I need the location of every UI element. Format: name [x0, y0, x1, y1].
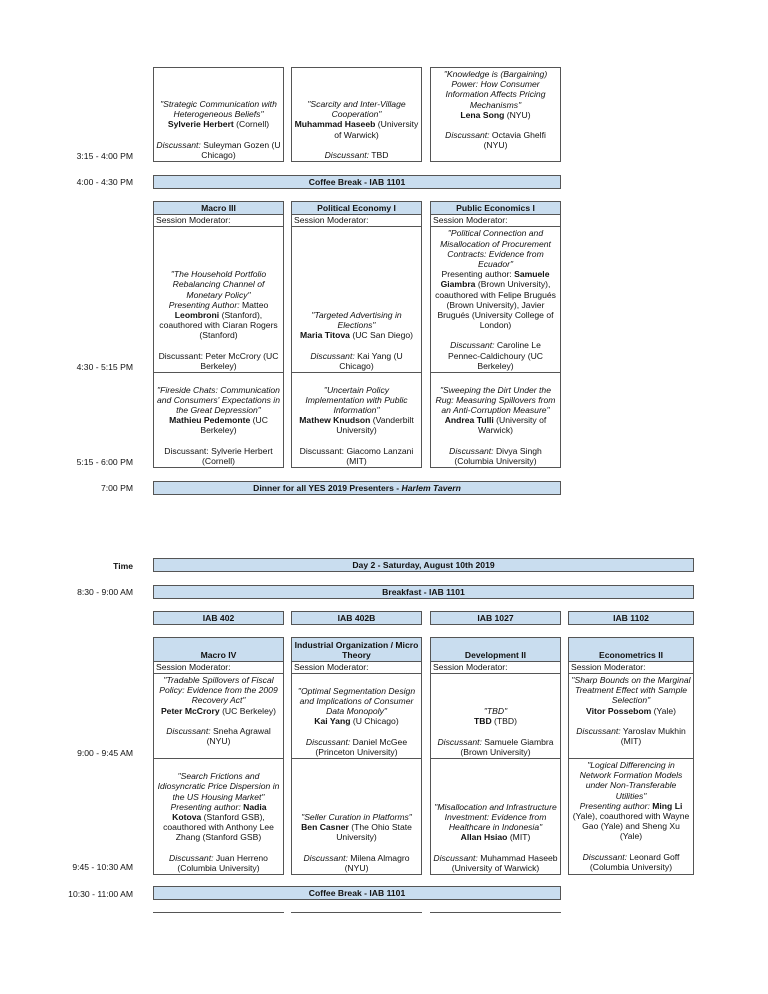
talk-title: "Scarcity and Inter-Village Cooperation": [307, 98, 406, 120]
time-label: 3:15 - 4:00 PM: [76, 151, 133, 161]
talk-cell: [430, 758, 561, 875]
discussant-name: Yaroslav Mukhin (MIT): [620, 725, 686, 747]
session-header: Public Economics I: [430, 201, 561, 215]
talk-title: "Sweeping the Dirt Under the Rug: Measuring Spillovers from an Anti-Corruption Measure": [435, 384, 556, 415]
talk-cell: [291, 67, 422, 162]
presenter-name: Ming Li: [652, 800, 683, 811]
talk-cell: [430, 226, 561, 373]
time-label: 7:00 PM: [100, 483, 133, 493]
time-label: 8:30 - 9:00 AM: [77, 587, 133, 597]
presenter-name: Maria Titova: [299, 330, 350, 341]
presenter-name: Lena Song: [460, 109, 505, 120]
divider: [153, 912, 284, 913]
time-column-header: Time: [113, 561, 133, 571]
dinner-bar: [153, 481, 561, 495]
presenter-label: Presenting author:: [579, 800, 650, 811]
session-header: Development II: [430, 637, 561, 662]
session-moderator: Session Moderator:: [291, 214, 422, 227]
room-header: IAB 402: [153, 611, 284, 625]
presenter-affiliation: (Vanderbilt University): [336, 415, 414, 436]
presenter-affiliation: (The Ohio State University): [336, 822, 412, 843]
discussant-label: Discussant:: [303, 852, 348, 863]
discussant-name: Samuele Giambra (Brown University): [460, 736, 554, 757]
talk-title: "Uncertain Policy Implementation with Public Information": [305, 384, 408, 415]
divider: [291, 912, 422, 913]
presenter-affiliation: (NYU): [504, 109, 531, 120]
talk-title: "Targeted Advertising in Elections": [311, 309, 402, 331]
presenter-name: TBD: [474, 716, 492, 727]
discussant-label: Discussant:: [324, 149, 369, 160]
session-header: Political Economy I: [291, 201, 422, 215]
session-moderator: Session Moderator:: [153, 661, 284, 674]
presenter-name: Kai Yang: [314, 716, 351, 727]
discussant-name: Kai Yang (U Chicago): [339, 350, 403, 371]
presenter-name: Sylverie Herbert: [167, 119, 234, 130]
talk-cell: [568, 758, 694, 875]
talk-title: "Logical Differencing in Network Formation Models under Non-Transferable Utilities": [579, 760, 683, 801]
presenter-label: Presenting author:: [170, 801, 241, 812]
discussant-name: Juan Herreno (Columbia University): [177, 852, 268, 873]
session-moderator: Session Moderator:: [430, 214, 561, 227]
discussant-name: Peter McCrory (UC Berkeley): [200, 350, 279, 371]
session-moderator: Session Moderator:: [568, 661, 694, 674]
session-moderator: Session Moderator:: [291, 661, 422, 674]
talk-cell: [430, 372, 561, 468]
presenter-name: Leombroni: [174, 309, 220, 320]
discussant-name: Milena Almagro (NYU): [344, 852, 410, 873]
presenter-affiliation: (University of Warwick): [477, 415, 547, 436]
presenter-label: Presenting Author:: [168, 299, 240, 310]
presenter-affiliation: (Cornell): [233, 119, 270, 130]
talk-cell: [291, 372, 422, 468]
talk-cell: [153, 372, 284, 468]
discussant-name: Octavia Ghelfi (NYU): [483, 130, 546, 151]
discussant-label: Discussant:: [156, 139, 201, 150]
breakfast-bar: Breakfast - IAB 1101: [153, 585, 694, 599]
talk-cell: [153, 758, 284, 875]
presenter-affiliation: (UC Berkeley): [200, 415, 268, 436]
talk-title: "Optimal Segmentation Design and Implications of Consumer Data Monopoly": [297, 685, 416, 717]
time-label: 10:30 - 11:00 AM: [68, 889, 133, 899]
presenter-affiliation: (Yale): [651, 705, 676, 716]
day-title-bar: Day 2 - Saturday, August 10th 2019: [153, 558, 694, 572]
presenter-name: Peter McCrory: [160, 705, 220, 716]
presenter-name: Mathew Knudson: [299, 415, 371, 426]
time-label: 9:00 - 9:45 AM: [77, 748, 133, 758]
discussant-name: Sneha Agrawal (NYU): [206, 725, 271, 747]
discussant-label: Discussant:: [437, 736, 482, 747]
presenter-first-name: Matteo: [239, 299, 269, 310]
discussant-label: Discussant:: [310, 350, 355, 361]
discussant-name: Giacomo Lanzani (MIT): [344, 445, 414, 466]
talk-title: "Strategic Communication with Heterogeneous Beliefs": [160, 98, 277, 120]
presenter-name: Nadia Kotova: [172, 801, 267, 822]
talk-cell: [291, 226, 422, 373]
discussant-name: Suleyman Gozen (U Chicago): [200, 139, 281, 160]
discussant-label: Discussant:: [164, 445, 209, 456]
discussant-name: Daniel McGee (Princeton University): [315, 736, 408, 757]
talk-title: "The Household Portfolio Rebalancing Channel of Monetary Policy": [170, 269, 267, 300]
discussant-label: Discussant:: [576, 725, 621, 736]
discussant-name: Leonard Goff (Columbia University): [589, 851, 680, 872]
session-header: Econometrics II: [568, 637, 694, 662]
talk-title: "Seller Curation in Platforms": [301, 811, 412, 822]
talk-cell: [568, 673, 694, 759]
talk-cell: [291, 673, 422, 759]
presenter-affiliation: (TBD): [491, 716, 517, 727]
discussant-name: TBD: [369, 149, 389, 160]
presenter-name: Samuele Giambra: [440, 269, 550, 290]
talk-title: "Knowledge is (Bargaining) Power: How Consumer Information Affects Pricing Mechanisms": [443, 69, 548, 110]
presenter-affiliation: (Brown University), coauthored with Felipe Brugués (Brown University), Javier Brugués (University College of London): [435, 279, 556, 331]
talk-title: "Misallocation and Infrastructure Investment: Evidence from Healthcare in Indonesia": [434, 801, 557, 833]
talk-title: "Tradable Spillovers of Fiscal Policy: Evidence from the 2009 Recovery Act": [159, 675, 278, 706]
talk-title: "TBD": [483, 706, 508, 717]
discussant-label: Discussant:: [299, 445, 345, 456]
presenter-name: Muhammad Haseeb: [294, 119, 376, 130]
presenter-label: Presenting author:: [441, 269, 512, 280]
discussant-label: Discussant:: [433, 852, 478, 863]
session-header: Industrial Organization / Micro Theory: [291, 637, 422, 662]
presenter-affiliation: (University of Warwick): [334, 119, 419, 140]
discussant-label: Discussant:: [158, 350, 203, 361]
session-moderator: Session Moderator:: [153, 214, 284, 227]
time-label: 9:45 - 10:30 AM: [72, 862, 133, 872]
discussant-label: Discussant:: [449, 445, 494, 456]
discussant-label: Discussant:: [169, 852, 214, 863]
talk-title: "Fireside Chats: Communication and Consumers' Expectations in the Great Depression": [157, 384, 280, 415]
talk-cell: [153, 226, 284, 373]
presenter-affiliation: (Yale), coauthored with Wayne Gao (Yale) and Sheng Xu (Yale): [572, 811, 690, 842]
presenter-name: Mathieu Pedemonte: [169, 415, 251, 426]
talk-cell: [430, 673, 561, 759]
presenter-affiliation: (UC San Diego): [349, 330, 414, 341]
talk-cell: [153, 67, 284, 162]
talk-title: "Search Frictions and Idiosyncratic Price Dispersion in the US Housing Market": [157, 771, 280, 802]
talk-cell: [153, 673, 284, 759]
time-label: 5:15 - 6:00 PM: [76, 457, 133, 467]
presenter-affiliation: (Stanford GSB), coauthored with Anthony Lee Zhang (Stanford GSB): [163, 811, 274, 843]
coffee-break-bar: Coffee Break - IAB 1101: [153, 886, 561, 900]
session-header: Macro IV: [153, 637, 284, 662]
discussant-label: Discussant:: [450, 340, 495, 351]
talk-title: "Political Connection and Misallocation of Procurement Contracts: Evidence from Ecuador": [440, 228, 551, 269]
discussant-label: Discussant:: [305, 736, 351, 747]
divider: [430, 912, 561, 913]
room-header: IAB 1102: [568, 611, 694, 625]
discussant-name: Divya Singh (Columbia University): [454, 445, 542, 466]
presenter-name: Vitor Possebom: [586, 705, 652, 716]
discussant-label: Discussant:: [166, 725, 211, 736]
presenter-name: Allan Hsiao: [460, 832, 508, 843]
discussant-label: Discussant:: [582, 851, 627, 862]
time-label: 4:30 - 5:15 PM: [76, 362, 133, 372]
talk-cell: [430, 67, 561, 162]
discussant-name: Sylverie Herbert (Cornell): [202, 445, 273, 466]
presenter-affiliation: (UC Berkeley): [219, 705, 277, 716]
talk-title: "Sharp Bounds on the Marginal Treatment Effect with Sample Selection": [571, 675, 691, 706]
time-label: 4:00 - 4:30 PM: [76, 177, 133, 187]
room-header: IAB 402B: [291, 611, 422, 625]
presenter-name: Andrea Tulli: [444, 415, 494, 426]
dinner-venue: Harlem Tavern: [401, 482, 461, 493]
presenter-affiliation: (U Chicago): [350, 716, 399, 727]
coffee-break-bar: Coffee Break - IAB 1101: [153, 175, 561, 189]
presenter-affiliation: (MIT): [507, 832, 531, 843]
presenter-affiliation: (Stanford), coauthored with Ciaran Rogers (Stanford): [159, 309, 278, 341]
discussant-name: Caroline Le Pennec-Caldichoury (UC Berkeley): [447, 340, 544, 371]
dinner-label: Dinner for all YES 2019 Presenters -: [253, 482, 402, 493]
talk-cell: [291, 758, 422, 875]
discussant-name: Muhammad Haseeb (University of Warwick): [451, 852, 558, 873]
presenter-name: Ben Casner: [301, 822, 349, 833]
session-header: Macro III: [153, 201, 284, 215]
session-moderator: Session Moderator:: [430, 661, 561, 674]
discussant-label: Discussant:: [445, 130, 490, 141]
room-header: IAB 1027: [430, 611, 561, 625]
